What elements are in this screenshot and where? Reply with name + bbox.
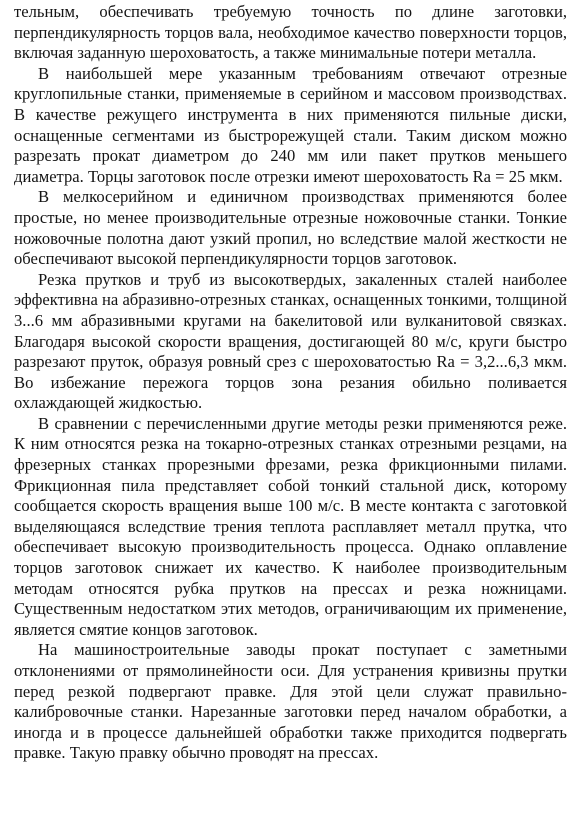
text-page	[14, 2, 567, 764]
paragraph-other-methods: В сравнении с перечисленными другие методы резки применяются реже. К ним относятся резка на токарно-отрезных станках отрезными резцами, на фрезерных станках прорезными фрезами, резка фрикционными пилами. Фрикционная пила представляет собой тонкий стальной диск, которому сообщается скорость вращения выше 100 м/с. В месте контакта с заготовкой выделяющаяся вследствие трения теплота расплавляет металл прутка, что обеспечивает высокую производительность процесса. Однако оплавление торцов заготовок снижает их качество. К наиболее производительным методам относятся рубка прутков на прессах и резка ножницами. Существенным недостатком этих методов, ограничивающим их применение, является смятие концов заготовок.	[14, 413, 567, 639]
paragraph-abrasive-cutting: Резка прутков и труб из высокотвердых, закаленных сталей наиболее эффективна на абразивно-отрезных станках, оснащенных тонкими, толщиной 3...6 мм абразивными кругами на бакелитовой или вулканитовой связках. Благодаря высокой скорости вращения, достигающей 80 м/с, круги быстро разрезают пруток, образуя ровный срез с шероховатостью Ra = 3,2...6,3 мкм. Во избежание пережога торцов зона резания обильно поливается охлаждающей жидкостью.	[14, 269, 567, 413]
paragraph-straightening: На машиностроительные заводы прокат поступает с заметными отклонениями от прямолинейности оси. Для устранения кривизны прутки перед резкой подвергают правке. Для этой цели служат правильно-калибровочные станки. Нарезанные заготовки перед началом обработки, а иногда и в процессе дальнейшей обработки также приходится подвергать правке. Такую правку обычно проводят на прессах.	[14, 640, 567, 763]
paragraph-hacksaw: В мелкосерийном и единичном производствах применяются более простые, но менее производительные отрезные ножовочные станки. Тонкие ножовочные полотна дают узкий пропил, но вследствие малой жесткости не обеспечивают высокой перпендикулярности торцов заготовок.	[14, 187, 567, 269]
paragraph-circular-saw: В наибольшей мере указанным требованиям отвечают отрезные круглопильные станки, применяемые в серийном и массовом производствах. В качестве режущего инструмента в них применяются пильные диски, оснащенные сегментами из быстрорежущей стали. Таким диском можно разрезать прокат диаметром до 240 мм или пакет прутков меньшего диаметра. Торцы заготовок после отрезки имеют шероховатость Ra = 25 мкм.	[14, 63, 567, 186]
paragraph-continuation: тельным, обеспечивать требуемую точность по длине заготовки, перпендикулярность торцов вала, необходимое качество поверхности торцов, включая заданную шероховатость, а также минимальные потери металла.	[14, 2, 567, 63]
